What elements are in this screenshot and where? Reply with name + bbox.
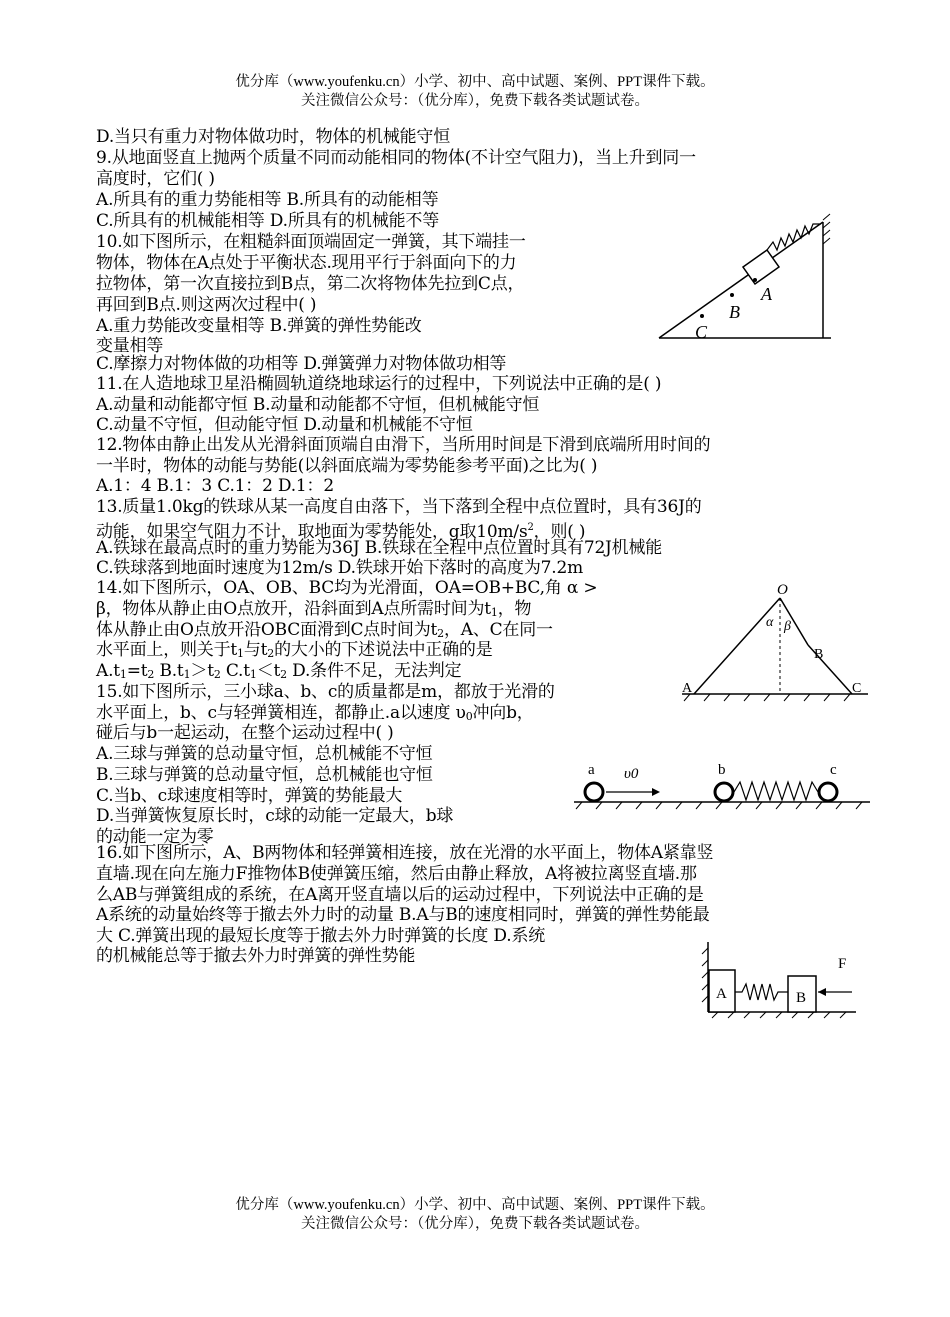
text-line: 拉物体，第一次直接拉到B点，第二次将物体先拉到C点， — [96, 274, 525, 294]
text-line: C.铁球落到地面时速度为12m/s D.铁球开始下落时的高度为7.2m — [96, 558, 583, 578]
text-line: 13.质量1.0kg的铁球从某一高度自由落下，当下落到全程中点位置时，具有36J的 — [96, 497, 702, 517]
label-alpha: α — [766, 615, 774, 630]
label-b: b — [718, 762, 726, 778]
label-B: B — [814, 647, 824, 662]
text-line: 高度时，它们( ) — [96, 169, 215, 189]
text-line: A.t1=t2 B.t1＞t2 C.t1＜t2 D.条件不足，无法判定 — [96, 661, 462, 681]
text-line: 16.如下图所示，A、B两物体和轻弹簧相连接，放在光滑的水平面上，物体A紧靠竖 — [96, 843, 714, 863]
label-F: F — [838, 956, 847, 972]
text-line: 9.从地面竖直上抛两个质量不同而动能相同的物体(不计空气阻力)，当上升到同一 — [96, 148, 696, 168]
text-line: A.重力势能改变量相等 B.弹簧的弹性势能改 — [96, 316, 422, 336]
page-footer-line-1: 优分库（www.youfenku.cn）小学、初中、高中试题、案例、PPT课件下载。 — [235, 1197, 715, 1213]
text-line: 么AB与弹簧组成的系统，在A离开竖直墙以后的运动过程中，下列说法中正确的是 — [96, 885, 704, 905]
text-line: 变量相等 — [96, 336, 164, 356]
triangle-slope-figure — [680, 580, 870, 705]
text-line: β，物体从静止由O点放开，沿斜面到A点所需时间为t1，物 — [96, 599, 532, 619]
label-A: A — [716, 986, 727, 1002]
label-C: C — [852, 681, 862, 696]
balls-spring-figure — [572, 760, 872, 820]
text-line: D.当弹簧恢复原长时，c球的动能一定最大，b球 — [96, 806, 454, 826]
text-line: 水平面上，则关于t1与t2的大小的下述说法中正确的是 — [96, 640, 493, 660]
label-c: c — [830, 762, 837, 778]
text-line: A.铁球在最高点时的重力势能为36J B.铁球在全程中点位置时具有72J机械能 — [96, 538, 663, 558]
text-line: 直墙.现在向左施力F推物体B使弹簧压缩，然后由静止释放，A将被拉离竖直墙.那 — [96, 864, 697, 884]
label-v0: υ0 — [624, 766, 639, 782]
label-beta: β — [784, 619, 791, 634]
text-line: A.所具有的重力势能相等 B.所具有的动能相等 — [96, 190, 439, 210]
label-B: B — [796, 990, 807, 1006]
text-line: A.三球与弹簧的总动量守恒，总机械能不守恒 — [96, 744, 433, 764]
text-line: C.当b、c球速度相等时，弹簧的势能最大 — [96, 786, 403, 806]
page-footer-line-2: 关注微信公众号：（优分库），免费下载各类试题试卷。 — [301, 1216, 649, 1232]
text-line: 11.在人造地球卫星沿椭圆轨道绕地球运行的过程中，下列说法中正确的是( ) — [96, 374, 662, 394]
text-line: 14.如下图所示，OA、OB、BC均为光滑面，OA=OB+BC,角 α > — [96, 578, 598, 598]
text-line: 动能，如果空气阻力不计，取地面为零势能处，g取$10m/s^2$，则( ) — [96, 522, 586, 542]
page-header-line-2: 关注微信公众号：（优分库），免费下载各类试题试卷。 — [301, 93, 649, 109]
incline-spring-figure — [655, 212, 835, 342]
text-line: C.摩擦力对物体做的功相等 D.弹簧弹力对物体做功相等 — [96, 354, 507, 374]
text-line: C.所具有的机械能相等 D.所具有的机械能不等 — [96, 211, 440, 231]
text-line: A.1：4 B.1：3 C.1：2 D.1：2 — [96, 476, 334, 496]
text-line: 一半时，物体的动能与势能(以斜面底端为零势能参考平面)之比为( ) — [96, 456, 598, 476]
text-line: 再回到B点.则这两次过程中( ) — [96, 295, 317, 315]
label-A: A — [682, 681, 693, 696]
label-A: A — [761, 284, 772, 304]
text-line: 的动能一定为零 — [96, 827, 214, 847]
text-line: A.动量和动能都守恒 B.动量和动能都不守恒，但机械能守恒 — [96, 395, 540, 415]
text-line: 10.如下图所示，在粗糙斜面顶端固定一弹簧，其下端挂一 — [96, 232, 526, 252]
text-line: A系统的动量始终等于撤去外力时的动量 B.A与B的速度相同时，弹簧的弹性势能最 — [96, 905, 710, 925]
wall-spring-figure — [702, 940, 862, 1020]
text-line: B.三球与弹簧的总动量守恒，总机械能也守恒 — [96, 765, 433, 785]
text-line: 的机械能总等于撤去外力时弹簧的弹性势能 — [96, 946, 416, 966]
text-line: 15.如下图所示，三小球a、b、c的质量都是m，都放于光滑的 — [96, 682, 555, 702]
text-line: 物体，物体在A点处于平衡状态.现用平行于斜面向下的力 — [96, 253, 517, 273]
text-line: C.动量不守恒，但动能守恒 D.动量和机械能不守恒 — [96, 415, 473, 435]
page-header-line-1: 优分库（www.youfenku.cn）小学、初中、高中试题、案例、PPT课件下载。 — [235, 74, 715, 90]
label-B: B — [729, 302, 740, 322]
text-line: 水平面上，b、c与轻弹簧相连，都静止.a以速度 υ0冲向b， — [96, 703, 534, 723]
label-O: O — [777, 582, 788, 598]
label-C: C — [695, 322, 708, 342]
text-line: 大 C.弹簧出现的最短长度等于撤去外力时弹簧的长度 D.系统 — [96, 926, 546, 946]
text-line: D.当只有重力对物体做功时，物体的机械能守恒 — [96, 127, 451, 147]
text-line: 体从静止由O点放开沿OBC面滑到C点时间为t2，A、C在同一 — [96, 620, 553, 640]
text-line: 12.物体由静止出发从光滑斜面顶端自由滑下，当所用时间是下滑到底端所用时间的 — [96, 435, 711, 455]
label-a: a — [588, 762, 595, 778]
text-line: 碰后与b一起运动，在整个运动过程中( ) — [96, 723, 394, 743]
